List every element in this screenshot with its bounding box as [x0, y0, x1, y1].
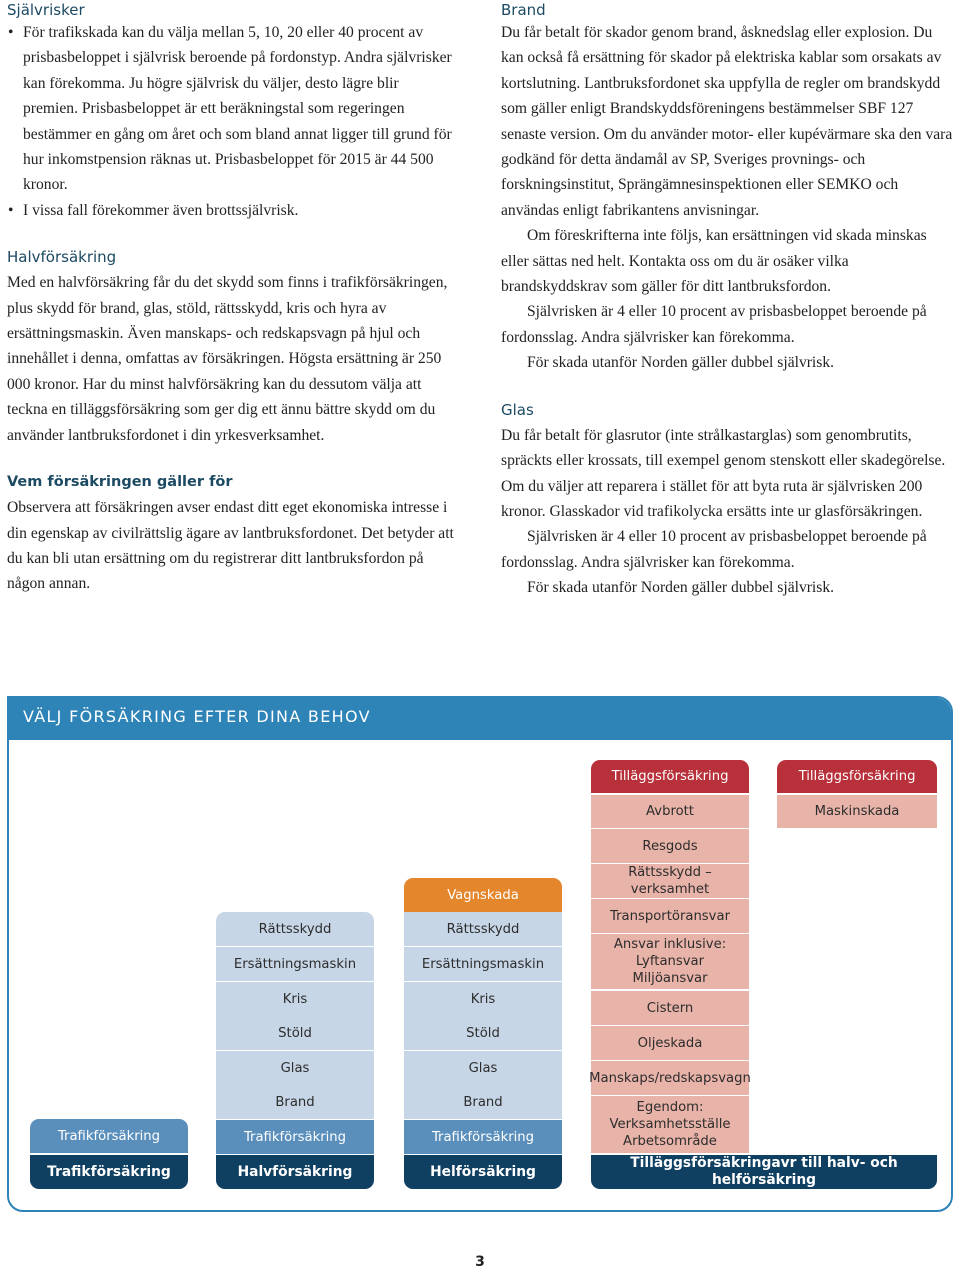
insurance-diagram: [7, 696, 953, 1212]
col3-item: Ersättningsmaskin: [404, 947, 562, 981]
bullet-item: • För trafikskada kan du välja mellan 5, 10, 20 eller 40 procent av prisbasbeloppet i självrisk beroende på fordonstyp. Andra självrisker kan förekomma. Ju högre självrisk du väljer, desto lägre blir premien. Prisbasbeloppet är ett beräkningstal som regeringen bestämmer en gång om året och som bland annat ligger till grund för hur inkomstpension räknas ut. Prisbasbeloppet för 2015 är 44 500 kronor.: [7, 20, 455, 198]
glas-text-3: För skada utanför Norden gäller dubbel självrisk.: [527, 579, 835, 597]
sjalvrisker-list: [7, 20, 455, 223]
brand-text-3: Självrisken är 4 eller 10 procent av prisbasbeloppet beroende på fordonsslag. Andra självrisker kan förekomma.: [501, 303, 927, 346]
col4-item: Avbrott: [591, 795, 749, 828]
brand-text-4: För skada utanför Norden gäller dubbel självrisk.: [527, 354, 835, 372]
col5-item: Maskinskada: [777, 795, 937, 828]
col3-item: Kris: [404, 982, 562, 1016]
halvforsakring-text: Med en halvförsäkring får du det skydd som finns i trafikförsäkringen, plus skydd för brand, glas, stöld, rättsskydd, kris och hyra av ersättningsmaskin. Även manskaps- och redskapsvagn på hjul och innehållet i denna, omfattas av försäkringen. Högsta ersättning är 250 000 kronor. Har du minst halvförsäkring kan du dessutom välja att teckna en tilläggsförsäkring som ger dig ett ännu bättre skydd om du använder lantbruksfordonet i din yrkesverksamhet.: [7, 274, 448, 444]
col5-header: Tilläggsförsäkring: [777, 760, 937, 793]
col2-item: Stöld: [216, 1016, 374, 1050]
col2-item: Glas: [216, 1051, 374, 1085]
vem-text: Observera att försäkringen avser endast ditt eget ekonomiska intresse i din egenskap av civilrättslig ägare av lantbruksfordonet. Det betyder att du kan bli utan ersättning om du registrerar ditt lantbruksfordon på någon annan.: [7, 499, 454, 593]
col2-item: Brand: [216, 1085, 374, 1119]
col4-item: Resgods: [591, 829, 749, 863]
col3-item: Rättsskydd: [404, 912, 562, 946]
col2-item: Ersättningsmaskin: [216, 947, 374, 981]
col3-item: Stöld: [404, 1016, 562, 1050]
left-column: [7, 0, 455, 597]
col4-item: Oljeskada: [591, 1026, 749, 1060]
col3-item: Trafikförsäkring: [404, 1120, 562, 1154]
heading-vem: Vem försäkringen gäller för: [7, 474, 233, 491]
glas-text-1: Du får betalt för glasrutor (inte strålkastarglas) som genombrutits, spräckts eller krossats, till exempel genom stenskott eller skadegörelse. Om du väljer att reparera i stället för att byta ruta är självrisken 200 kronor. Glasskador vid trafikolycka ersätts inte ur glasförsäkringen.: [501, 426, 946, 520]
col1-item: Trafikförsäkring: [30, 1119, 188, 1153]
col2-base: Halvförsäkring: [216, 1155, 374, 1189]
col4-item: Manskaps/redskapsvagn: [591, 1061, 749, 1095]
bullet-item: • I vissa fall förekommer även brottssjälvrisk.: [7, 198, 455, 223]
col4-base: Tilläggsförsäkringavr till halv- och helförsäkring: [591, 1155, 937, 1189]
diagram-header: [9, 698, 951, 740]
col3-base: Helförsäkring: [404, 1155, 562, 1189]
col4-item: Cistern: [591, 991, 749, 1025]
col2-item: Rättsskydd: [216, 912, 374, 946]
diagram-title: VÄLJ FÖRSÄKRING EFTER DINA BEHOV: [23, 707, 371, 726]
heading-halvforsakring: Halvförsäkring: [7, 248, 117, 267]
col4-item: Transportöransvar: [591, 899, 749, 933]
col2-item: Kris: [216, 982, 374, 1016]
page-number: 3: [475, 1254, 485, 1270]
brand-text-1: Du får betalt för skador genom brand, åsknedslag eller explosion. Du kan också få ersättning för skador på elektriska kablar som orsakats av kortslutning. Lantbruksfordonet ska uppfylla de regler om brandskydd som gäller enligt Brandskyddsföreningens bestämmelser SBF 127 senaste version. Om du använder motor- eller kupévärmare ska den vara godkänd för detta ändamål av SP, Sveriges provnings- och forskningsinstitut, Sprängämnesinspektionen eller SEMKO och användas enligt fabrikantens anvisningar.: [501, 24, 953, 219]
col4-header: Tilläggsförsäkring: [591, 760, 749, 793]
col4-item: Egendom: Verksamhetsställe Arbetsområde: [591, 1096, 749, 1153]
glas-text-2: Självrisken är 4 eller 10 procent av prisbasbeloppet beroende på fordonsslag. Andra självrisker kan förekomma.: [501, 528, 927, 571]
col4-item: Ansvar inklusive: Lyftansvar Miljöansvar: [591, 934, 749, 989]
col3-item: Glas: [404, 1051, 562, 1085]
heading-glas: Glas: [501, 400, 534, 419]
col4-item: Rättsskydd – verksamhet: [591, 864, 749, 898]
brand-text-2: Om föreskrifterna inte följs, kan ersättningen vid skada minskas eller sättas ned helt. Kontakta oss om du är osäker vilka brandskyddskrav som gäller för ditt lantbruksfordon.: [501, 227, 927, 296]
col1-base: Trafikförsäkring: [30, 1155, 188, 1189]
col3-item: Brand: [404, 1085, 562, 1119]
right-column: [501, 0, 953, 601]
col3-item-vagnskada: Vagnskada: [404, 878, 562, 912]
heading-brand: Brand: [501, 1, 546, 19]
col2-item: Trafikförsäkring: [216, 1120, 374, 1154]
heading-sjalvrisker: Självrisker: [7, 1, 85, 19]
